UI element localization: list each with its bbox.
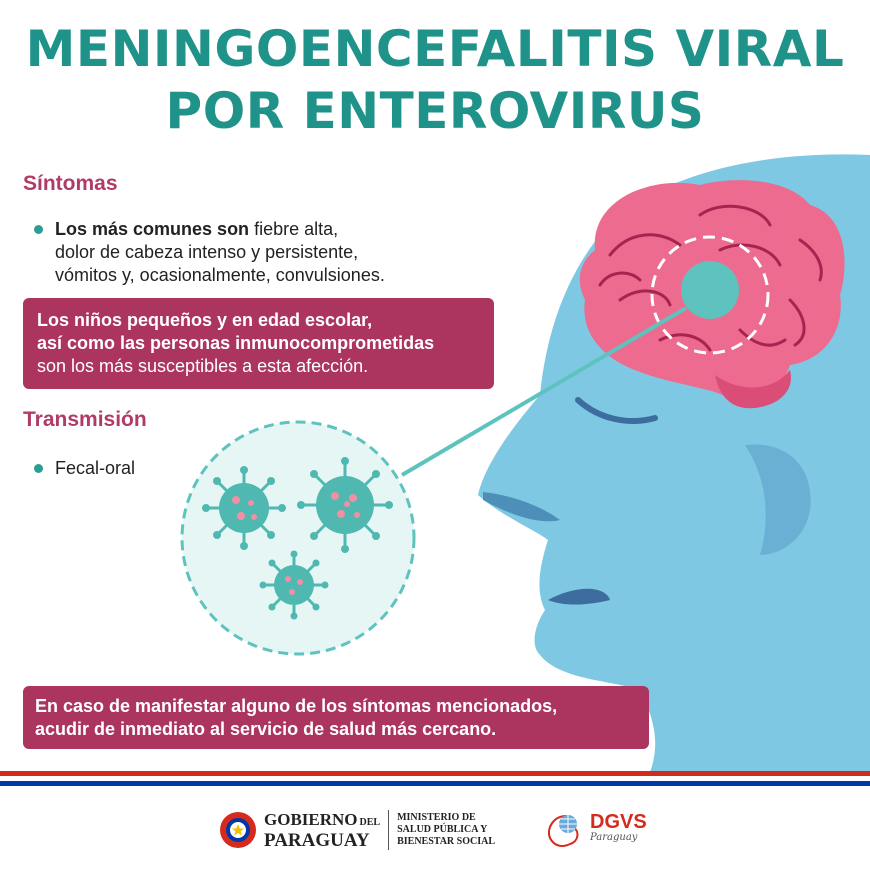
dgvs-subtitle: Paraguay [590,832,638,843]
transmision-item: Fecal-oral [55,458,136,478]
virus-icon [202,466,286,550]
dgvs-logo [544,800,647,860]
gov-name [264,811,380,850]
virus-icon [297,457,393,553]
section-heading-sintomas: Síntomas [23,172,118,195]
gov-logo [218,800,495,860]
gov-seal-icon [218,810,258,850]
sintomas-text-3: vómitos y, ocasionalmente, convulsiones. [55,265,385,285]
callout-risk-bold-1: Los niños pequeños y en edad escolar, [37,310,373,330]
gov-line2: PARAGUAY [264,829,370,851]
callout-risk-line-3: son los más susceptibles a esta afección. [37,356,369,376]
section-heading-transmision: Transmisión [23,408,147,431]
gov-line1b: DEL [359,816,381,828]
bullet-dot-icon [34,225,43,234]
list-item-transmision [34,457,135,480]
list-item-sintomas [34,218,474,287]
title-line-1: MENINGOENCEFALITIS VIRAL [25,20,845,78]
callout-action-line-2: acudir de inmediato al servicio de salud más cercano. [35,719,497,739]
callout-action [23,686,649,749]
dgvs-name [590,811,647,846]
gov-line1: GOBIERNO [264,809,358,829]
callout-risk-bold-2: así como las personas inmunocomprometidas [37,333,435,353]
divider [388,810,389,850]
ministry-line2: SALUD PÚBLICA Y [397,824,488,835]
sintomas-text-2: dolor de cabeza intenso y persistente, [55,242,359,262]
callout-action-line-1: En caso de manifestar alguno de los síntomas mencionados, [35,696,558,716]
flag-stripes [0,771,870,789]
title-line-2: POR ENTEROVIRUS [165,82,705,140]
ministry-name [397,812,495,848]
sintomas-bold: Los más comunes son [55,219,250,239]
ministry-line3: BIENESTAR SOCIAL [397,836,495,847]
ministry-line1: MINISTERIO DE [397,812,476,823]
sintomas-text-1: fiebre alta, [249,219,339,239]
dgvs-title: DGVS [590,811,647,833]
globe-icon [544,808,588,852]
callout-risk-group [23,298,494,389]
virus-icon [260,551,329,620]
bullet-dot-icon [34,464,43,473]
